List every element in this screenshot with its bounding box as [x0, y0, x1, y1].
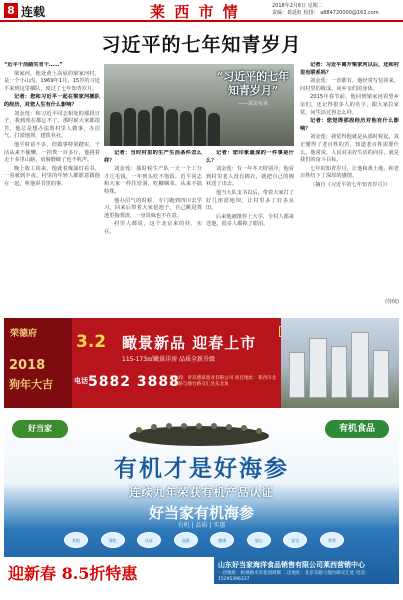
ad-info: 开发商：青岛德泰置业有限公司 项目地址：莱西市北京东路与烟台路交汇处东北角 [169, 376, 277, 387]
ad-brand-sub: 有机 | 品质 | 实惠 [177, 522, 226, 529]
company-address: 一店地址：杭州路水岸花园商铺 二店地址：北京东路与烟台路交汇处 电话：15295396337 [218, 571, 370, 582]
paragraph: 他平时话不多，但做事特别踏实，干活从来不偷懒，一担粪一百多斤，他挑着走十多里山路，肩膀磨破了也不吭声。 [4, 141, 100, 164]
company-name: 山东好当家海洋食品销售有限公司莱西营销中心 [218, 561, 365, 569]
paragraph: 他当大队支书以后，带着大家打了好几座淤地坝，让村里多了好多良田。 [206, 189, 294, 212]
phone-number[interactable]: 5882 3888 [88, 374, 180, 390]
masthead-meta [272, 3, 379, 17]
page-number: 8 [4, 3, 18, 18]
article-column-2 [104, 150, 202, 308]
building-image [281, 318, 399, 408]
masthead [0, 0, 403, 22]
cert-badge: 健康 [210, 532, 234, 548]
photo-overlay-line2: 知青岁月” [227, 84, 279, 97]
paragraph: 记者：您觉得那段经历对他有什么影响？ [300, 118, 399, 132]
paragraph: 刘金莲：一直都有。他经常写信回来，问村里的收成，问乡亲们的身体。 [300, 78, 399, 92]
cert-badges [64, 532, 344, 548]
paragraph: 2015年春节前，他回到梁家河看望乡亲们，还记得很多人的名字，跟大家拉家常，问生活过得怎么样。 [300, 94, 399, 116]
paragraph: 七年的知青岁月，让他和黄土地、和老百姓结下了深厚的感情。 [300, 165, 399, 180]
paragraph: 记者：您印象最深的一件事是什么？ [206, 150, 294, 164]
cert-badge: 营养 [320, 532, 344, 548]
brand-logo-left: 好当家 [12, 420, 68, 438]
email-link[interactable]: a884720000@163.com [320, 10, 379, 16]
date-line: 2018年2月6日 星期二 [272, 3, 323, 9]
article-photo [104, 64, 294, 146]
article-column-1 [4, 62, 100, 310]
article-body [4, 62, 399, 312]
paragraph: 刘金莲：我觉得他就是从那时候起，真正懂得了老百姓的苦，知道老百姓需要什么。他常说，人民对美好生活的向往，就是我们的奋斗目标。 [300, 134, 399, 164]
cert-badge: 放心 [247, 532, 271, 548]
paragraph: （摘自《习近平的七年知青岁月》） [310, 181, 391, 188]
promo-text: 迎新春 8.5折特惠 [8, 564, 138, 583]
paragraph: 后来他被推荐上大学，全村人都来送他，很多人都掉了眼泪。 [206, 213, 294, 228]
launch-date: 3.2 [76, 332, 107, 352]
year-text: 2018 [9, 358, 46, 373]
paragraph: 刘金莲：和习近平同志相处的那段日子，我到现在都忘不了。那时候大家都很苦，他总是想办法帮村里人做事，办沼气、打淤地坝、建铁业社。 [4, 110, 100, 140]
ad-left-panel [4, 318, 72, 408]
ad-subtitle: 连续九年荣获有机产品认证 [129, 486, 274, 499]
sea-cucumber-ad[interactable] [4, 414, 399, 584]
paragraph: 刘金莲：有一年冬天特别冷，他看到村里老人没有棉衣，就把自己的棉袄送了出去。 [206, 166, 294, 188]
newspaper-name: 莱 西 市 情 [150, 3, 240, 21]
people-figures [104, 96, 224, 146]
paragraph: 刘金莲：那时候生产队一天一个工分才几毛钱，一年到头吃不饱饭。近平同志和大家一样住窑洞、吃糠咽菜，从来不搞特殊。 [104, 166, 202, 195]
editor-line [272, 10, 379, 17]
new-year-text: 狗年大吉 [9, 378, 53, 391]
paragraph: 记者：当时村里的生产生活条件怎么样？ [104, 150, 202, 164]
ad-slogan: 瞰景新品 迎春上市 [122, 334, 257, 352]
to-be-continued-note: (待续) [385, 299, 399, 305]
ad-title: 有机才是好海参 [114, 455, 289, 482]
editor-credit: 责编：葛延虹 校排： [272, 10, 319, 16]
brand-logo: 荣德府 [10, 329, 38, 339]
cert-badge: 安全 [283, 532, 307, 548]
photo-caption: ——采访实录 [237, 101, 268, 107]
cert-badge: 品质 [174, 532, 198, 548]
article-column-4 [300, 62, 399, 310]
photo-overlay-line1: “习近平的七年 [216, 70, 290, 83]
paragraph: 记者：习近平离开梁家河以后，还和村里有联系吗？ [300, 62, 399, 76]
phone-label: 电话 [74, 377, 88, 385]
organic-logo: 有机食品 [325, 420, 389, 438]
cert-badge: 有机 [64, 532, 88, 548]
paragraph: 记者：您和习近平一起在梁家河插队的经历，对您人生有什么影响？ [4, 94, 100, 108]
sea-cucumber-icon [124, 420, 274, 450]
article-column-3 [206, 150, 294, 308]
cert-badge: 认证 [137, 532, 161, 548]
article-headline: 习近平的七年知青岁月 [101, 34, 302, 56]
cert-badge: 绿色 [101, 532, 125, 548]
real-estate-ad[interactable] [4, 318, 399, 408]
photo-overlay-title [216, 70, 290, 107]
paragraph: 梁家河，地处黄土高原的梁家河村，是一个小山沟。1969年1月，15岁的习近平来到这里插队，度过了七年知青岁月。 [4, 70, 100, 92]
paragraph: 他办沼气的时候，专门跑到四川去学习，回来后带着大家挖池子，自己跳进粪池里掏粪渣，一身臭味也不在意。 [104, 197, 202, 219]
paragraph: 村里人都说，这个北京来的娃，实在。 [104, 221, 202, 235]
paragraph: 晚上收工回来，他就着煤油灯看书，一看就到半夜。村里的年轻人都愿意跟他在一起，听他讲书里的事。 [4, 165, 100, 187]
article-lead: “近平干活踏实肯干……” [4, 62, 63, 68]
ad-brand: 好当家有机海参 [148, 504, 254, 522]
ad-tagline: 115-173㎡瞰景洋房 品质全新升级 [122, 356, 215, 363]
section-title: 连载 [21, 5, 46, 19]
